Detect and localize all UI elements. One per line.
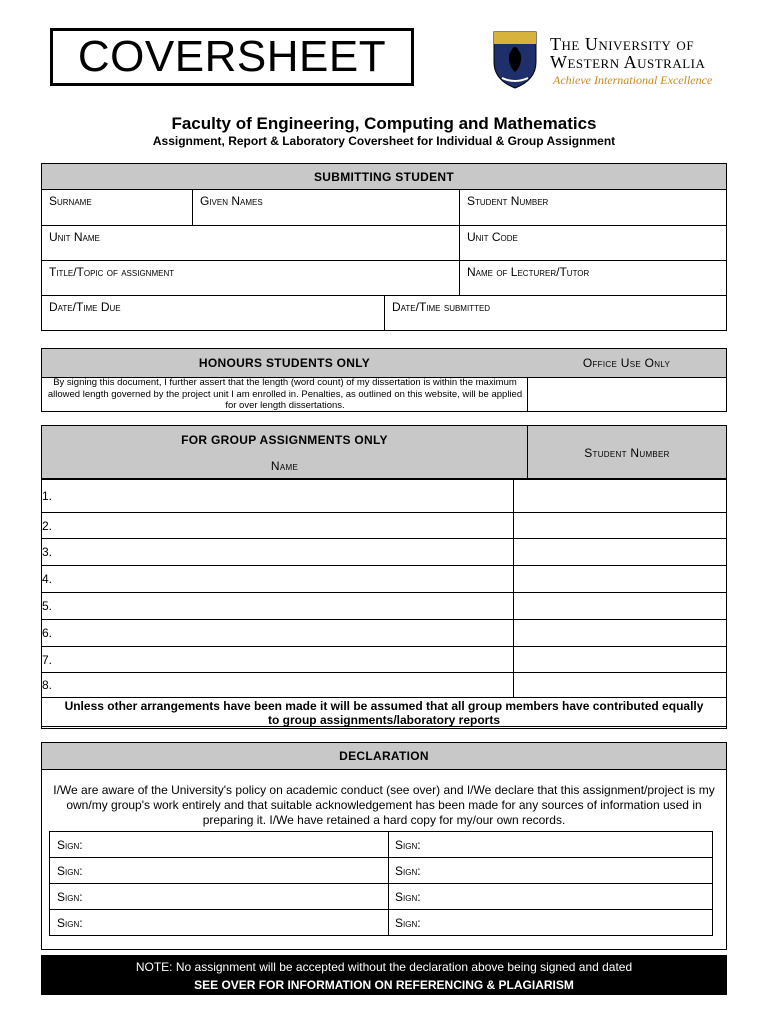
table-row <box>42 539 727 566</box>
sign-field[interactable]: Sign: <box>389 832 713 858</box>
honours-section <box>41 348 727 412</box>
office-use-heading: Office Use Only <box>527 349 726 378</box>
declaration-heading: DECLARATION <box>42 743 726 770</box>
table-row <box>50 884 713 910</box>
table-row <box>42 698 727 729</box>
group-member-number-4[interactable] <box>514 566 727 593</box>
table-row <box>50 832 713 858</box>
title-topic-field[interactable]: Title/Topic of assignment <box>41 260 460 296</box>
given-names-field[interactable]: Given Names <box>192 189 460 226</box>
sign-field[interactable]: Sign: <box>50 858 389 884</box>
group-heading: FOR GROUP ASSIGNMENTS ONLY <box>42 426 528 454</box>
coversheet-subtitle: Assignment, Report & Laboratory Coversheet for Individual & Group Assignment <box>152 134 616 148</box>
date-due-field[interactable]: Date/Time Due <box>41 295 385 331</box>
sign-field[interactable]: Sign: <box>50 910 389 936</box>
group-name-column-header: Name <box>42 453 528 480</box>
group-member-name-8[interactable]: 8. <box>42 673 514 698</box>
sign-field[interactable]: Sign: <box>389 858 713 884</box>
table-row <box>42 566 727 593</box>
group-member-number-3[interactable] <box>514 539 727 566</box>
student-number-field[interactable]: Student Number <box>459 189 727 226</box>
table-row <box>42 673 727 698</box>
table-row <box>50 858 713 884</box>
group-member-number-2[interactable] <box>514 513 727 539</box>
table-row <box>42 593 727 620</box>
group-members-table <box>41 478 727 729</box>
group-member-name-3[interactable]: 3. <box>42 539 514 566</box>
unit-code-field[interactable]: Unit Code <box>459 225 727 261</box>
sign-field[interactable]: Sign: <box>389 884 713 910</box>
sign-field[interactable]: Sign: <box>50 884 389 910</box>
faculty-title: Faculty of Engineering, Computing and Mathematics <box>171 114 597 133</box>
footer-note: NOTE: No assignment will be accepted without the declaration above being signed and dated <box>135 960 633 974</box>
submitting-student-section <box>41 163 727 331</box>
honours-statement: By signing this document, I further assert that the length (word count) of my dissertation is within the maximum allowed length governed by the project unit I am enrolled in. Penalties, as outlined on this website, will be applied for over length dissertations. <box>47 377 523 411</box>
group-member-name-1[interactable]: 1. <box>42 479 514 513</box>
group-member-number-7[interactable] <box>514 647 727 673</box>
group-member-name-5[interactable]: 5. <box>42 593 514 620</box>
surname-field[interactable]: Surname <box>41 189 193 226</box>
university-name-line1: The University of <box>550 34 695 54</box>
footer-see-over: SEE OVER FOR INFORMATION ON REFERENCING & PLAGIARISM <box>194 978 574 992</box>
group-member-number-8[interactable] <box>514 673 727 698</box>
table-row <box>42 647 727 673</box>
office-use-box[interactable] <box>527 377 528 411</box>
university-name-line2: Western Australia <box>550 52 706 72</box>
group-member-number-1[interactable] <box>514 479 727 513</box>
unit-name-field[interactable]: Unit Name <box>41 225 460 261</box>
table-row <box>42 620 727 647</box>
signature-table <box>49 831 713 936</box>
lecturer-tutor-field[interactable]: Name of Lecturer/Tutor <box>459 260 727 296</box>
group-member-name-6[interactable]: 6. <box>42 620 514 647</box>
sign-field[interactable]: Sign: <box>50 832 389 858</box>
group-member-name-4[interactable]: 4. <box>42 566 514 593</box>
group-member-number-5[interactable] <box>514 593 727 620</box>
date-submitted-field[interactable]: Date/Time submitted <box>384 295 727 331</box>
table-row <box>50 910 713 936</box>
university-crest-logo <box>490 28 540 90</box>
page-title: COVERSHEET <box>50 28 414 86</box>
footer-notice-bar <box>41 955 727 995</box>
group-member-name-7[interactable]: 7. <box>42 647 514 673</box>
university-tagline: Achieve International Excellence <box>553 73 713 87</box>
submitting-student-heading: SUBMITTING STUDENT <box>42 164 726 190</box>
sign-field[interactable]: Sign: <box>389 910 713 936</box>
group-student-number-column-header: Student Number <box>528 426 726 480</box>
group-contribution-note: Unless other arrangements have been made it will be assumed that all group members have contributed equally to group assignments/laboratory reports <box>42 698 727 729</box>
honours-heading: HONOURS STUDENTS ONLY <box>42 349 528 378</box>
declaration-text: I/We are aware of the University's policy on academic conduct (see over) and I/We declare that this assignment/project is my own/my group's work entirely and that suitable acknowledgement has been made for any sources of information used in preparing it. I/We have retained a hard copy for my/our own records. <box>53 783 715 827</box>
table-row <box>42 513 727 539</box>
group-member-number-6[interactable] <box>514 620 727 647</box>
group-member-name-2[interactable]: 2. <box>42 513 514 539</box>
table-row <box>42 479 727 513</box>
